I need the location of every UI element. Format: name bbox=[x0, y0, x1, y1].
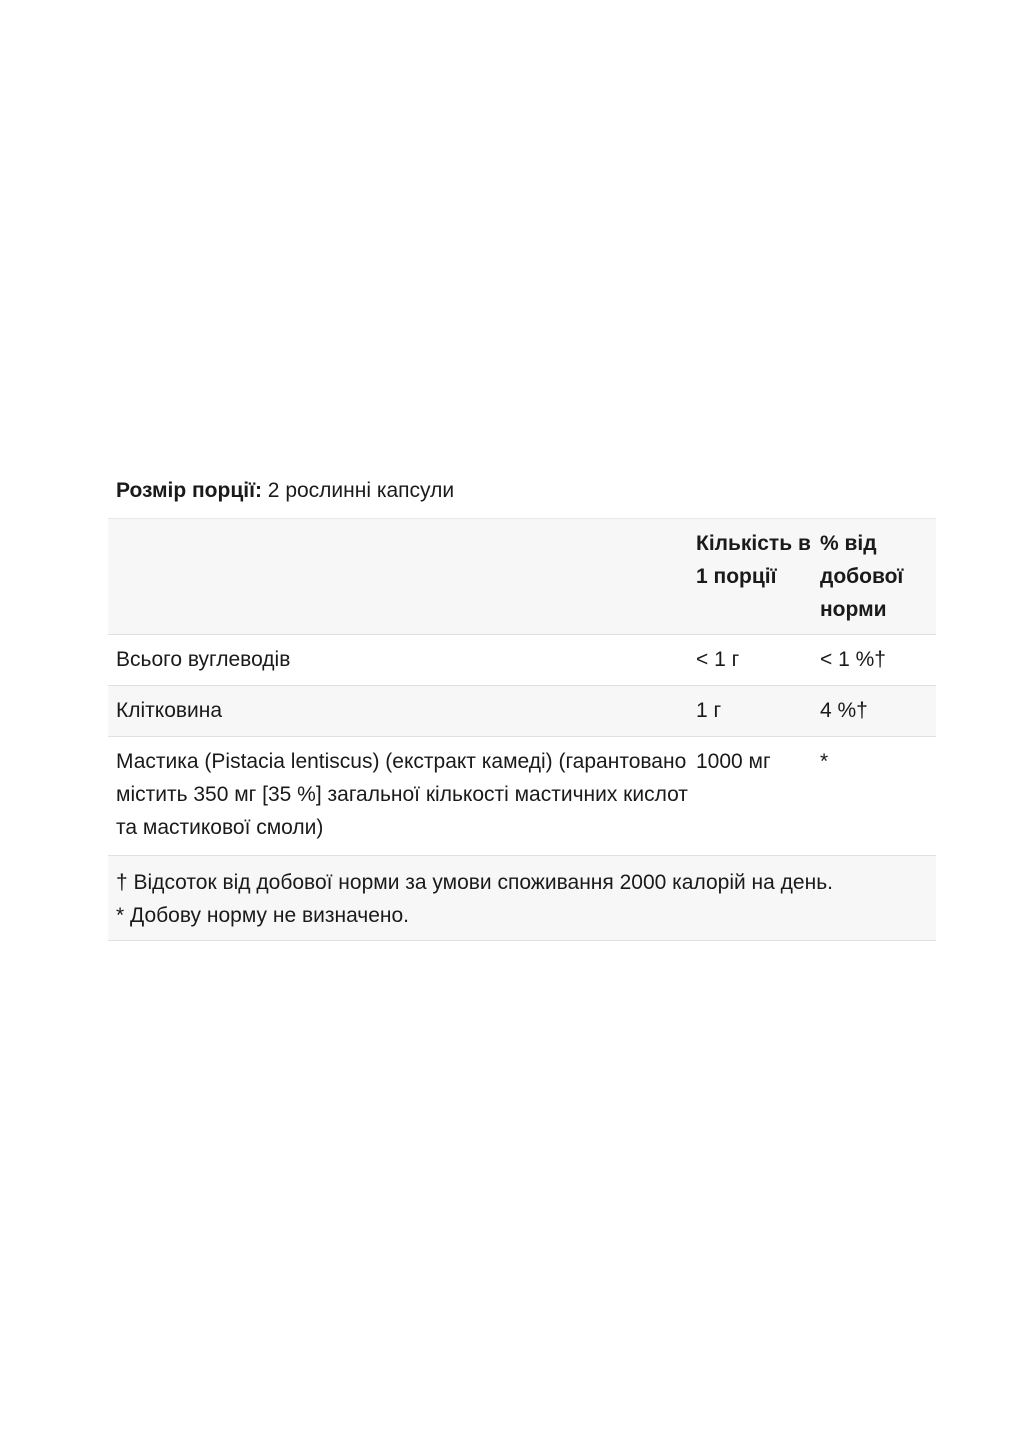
serving-size bbox=[108, 474, 936, 508]
row-daily-value: 4 %† bbox=[820, 699, 868, 722]
table-header-row bbox=[108, 519, 936, 635]
row-amount: < 1 г bbox=[696, 648, 740, 671]
row-daily-value: * bbox=[820, 750, 829, 773]
header-amount: Кількість в 1 порції bbox=[696, 532, 811, 588]
footnote-dagger: † Відсоток від добової норми за умови споживання 2000 калорій на день. bbox=[116, 871, 833, 894]
row-amount: 1 г bbox=[696, 699, 722, 722]
table-row bbox=[108, 635, 936, 686]
row-amount: 1000 мг bbox=[696, 750, 771, 773]
row-name: Всього вуглеводів bbox=[116, 648, 291, 671]
serving-size-value: 2 рослинні капсули bbox=[261, 479, 455, 502]
header-daily-value: % від добової норми bbox=[820, 532, 904, 621]
footnote-asterisk: * Добову норму не визначено. bbox=[116, 904, 410, 927]
footnotes bbox=[108, 855, 936, 941]
table-row bbox=[108, 686, 936, 737]
header-name bbox=[108, 519, 696, 635]
row-name: Клітковина bbox=[116, 699, 223, 722]
row-daily-value: < 1 %† bbox=[820, 648, 886, 671]
supplement-facts bbox=[108, 474, 936, 941]
serving-size-label: Розмір порції: bbox=[116, 479, 262, 502]
facts-table bbox=[108, 518, 936, 855]
table-row bbox=[108, 737, 936, 856]
row-name: Мастика (Pistacia lentiscus) (екстракт камеді) (гарантовано містить 350 мг [35 %] загальної кількості мастичних кислот та мастикової смоли) bbox=[116, 750, 688, 839]
